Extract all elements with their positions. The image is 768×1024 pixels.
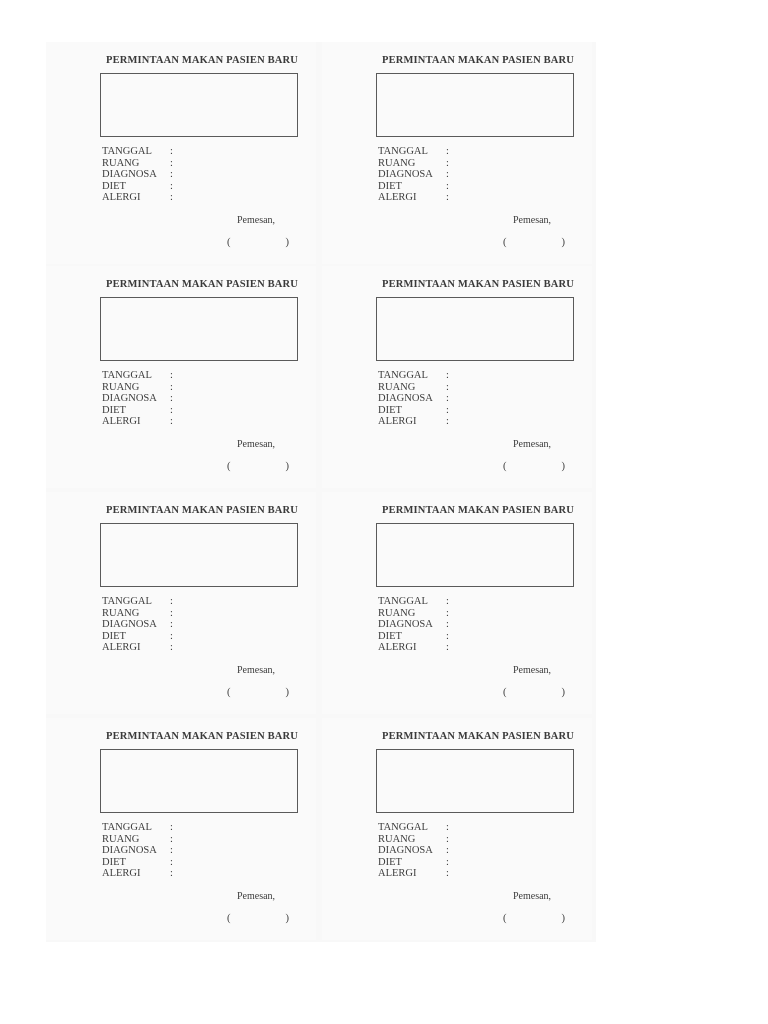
field-separator: : [170,845,173,856]
signature-label: Pemesan, [513,215,552,226]
form-field-row [378,405,456,417]
field-separator: : [446,169,449,180]
signature-label: Pemesan, [237,665,276,676]
meal-request-form-card [46,42,316,264]
field-separator: : [446,856,449,868]
paren-close: ) [561,461,565,472]
patient-info-box[interactable] [376,749,574,813]
paren-close: ) [285,461,289,472]
field-label: DIAGNOSA [102,845,157,856]
form-fields [102,596,180,654]
patient-info-box[interactable] [376,523,574,587]
form-field-row [378,631,456,643]
patient-info-box[interactable] [376,297,574,361]
field-separator: : [170,370,173,381]
form-fields [378,370,456,428]
field-label: DIET [102,180,126,192]
patient-info-box[interactable] [100,297,298,361]
field-separator: : [170,180,173,192]
form-field-row [102,642,180,654]
field-label: DIET [378,630,402,642]
signature-label: Pemesan, [513,439,552,450]
field-label: RUANG [102,833,140,845]
form-field-row [102,169,180,181]
patient-info-box[interactable] [100,73,298,137]
field-label: RUANG [102,607,140,619]
paren-open: ( [227,461,231,472]
meal-request-form-card [322,492,592,714]
field-label: RUANG [378,381,416,393]
field-separator: : [170,630,173,642]
field-label: TANGGAL [102,822,152,833]
meal-request-form-card [46,492,316,714]
field-label: ALERGI [378,416,417,427]
form-title: PERMINTAAN MAKAN PASIEN BARU [382,505,574,516]
paren-open: ( [503,913,507,924]
form-field-row [378,158,456,170]
field-separator: : [446,596,449,607]
field-label: DIAGNOSA [102,393,157,404]
field-separator: : [446,404,449,416]
form-title: PERMINTAAN MAKAN PASIEN BARU [382,55,574,66]
field-separator: : [446,180,449,192]
form-fields [378,596,456,654]
field-separator: : [170,416,173,427]
field-separator: : [170,192,173,203]
form-field-row [102,619,180,631]
paren-close: ) [561,237,565,248]
field-label: TANGGAL [378,146,428,157]
field-label: DIAGNOSA [378,619,433,630]
form-field-row [102,608,180,620]
field-label: ALERGI [378,868,417,879]
field-separator: : [170,856,173,868]
field-separator: : [446,619,449,630]
signature-label: Pemesan, [237,891,276,902]
field-label: DIET [378,856,402,868]
form-field-row [102,192,180,204]
field-label: ALERGI [378,192,417,203]
signature-label: Pemesan, [237,439,276,450]
form-field-row [102,416,180,428]
field-label: DIET [102,404,126,416]
field-label: RUANG [378,607,416,619]
field-separator: : [446,607,449,619]
field-label: TANGGAL [102,596,152,607]
field-label: TANGGAL [102,370,152,381]
meal-request-form-card [322,42,592,264]
form-field-row [102,158,180,170]
form-title: PERMINTAAN MAKAN PASIEN BARU [106,731,298,742]
field-separator: : [170,833,173,845]
field-separator: : [170,146,173,157]
paren-close: ) [561,687,565,698]
field-separator: : [170,868,173,879]
field-separator: : [446,822,449,833]
form-field-row [102,868,180,880]
form-field-row [102,405,180,417]
field-separator: : [170,169,173,180]
field-separator: : [446,381,449,393]
field-separator: : [446,642,449,653]
form-field-row [378,596,456,608]
paren-open: ( [227,687,231,698]
field-label: DIAGNOSA [378,169,433,180]
form-title: PERMINTAAN MAKAN PASIEN BARU [106,55,298,66]
field-separator: : [446,845,449,856]
paren-open: ( [503,237,507,248]
form-field-row [378,181,456,193]
signature-parentheses [227,237,289,248]
paren-open: ( [227,237,231,248]
form-fields [102,822,180,880]
signature-parentheses [227,687,289,698]
field-label: ALERGI [378,642,417,653]
paren-close: ) [285,237,289,248]
form-field-row [102,834,180,846]
paren-close: ) [285,913,289,924]
form-field-row [378,416,456,428]
signature-parentheses [503,237,565,248]
field-separator: : [170,393,173,404]
paren-open: ( [503,687,507,698]
field-separator: : [170,619,173,630]
field-separator: : [170,596,173,607]
field-label: ALERGI [102,192,141,203]
form-field-row [378,868,456,880]
field-label: RUANG [378,157,416,169]
field-separator: : [446,146,449,157]
signature-parentheses [503,461,565,472]
patient-info-box[interactable] [100,523,298,587]
field-separator: : [170,607,173,619]
field-separator: : [446,192,449,203]
form-field-row [378,619,456,631]
signature-label: Pemesan, [513,665,552,676]
patient-info-box[interactable] [100,749,298,813]
field-label: DIAGNOSA [102,619,157,630]
form-field-row [102,146,180,158]
form-field-row [378,370,456,382]
field-separator: : [170,642,173,653]
form-field-row [102,181,180,193]
form-field-row [378,642,456,654]
meal-request-form-card [46,718,316,940]
field-label: DIAGNOSA [378,393,433,404]
form-sheet [46,42,596,942]
field-separator: : [446,833,449,845]
form-field-row [378,822,456,834]
meal-request-form-card [322,266,592,488]
field-label: TANGGAL [378,596,428,607]
form-field-row [102,822,180,834]
form-field-row [102,596,180,608]
field-separator: : [446,393,449,404]
signature-parentheses [503,687,565,698]
form-field-row [378,845,456,857]
form-title: PERMINTAAN MAKAN PASIEN BARU [106,505,298,516]
form-field-row [102,393,180,405]
signature-parentheses [227,913,289,924]
form-title: PERMINTAAN MAKAN PASIEN BARU [382,279,574,290]
form-field-row [378,393,456,405]
field-separator: : [170,404,173,416]
field-label: DIET [378,180,402,192]
paren-open: ( [503,461,507,472]
form-field-row [378,169,456,181]
form-fields [378,822,456,880]
field-separator: : [446,630,449,642]
field-label: RUANG [102,157,140,169]
field-separator: : [446,157,449,169]
form-field-row [378,382,456,394]
form-field-row [378,608,456,620]
paren-open: ( [227,913,231,924]
form-title: PERMINTAAN MAKAN PASIEN BARU [382,731,574,742]
field-label: DIAGNOSA [102,169,157,180]
patient-info-box[interactable] [376,73,574,137]
field-label: TANGGAL [378,822,428,833]
field-label: RUANG [378,833,416,845]
signature-parentheses [227,461,289,472]
field-label: DIET [378,404,402,416]
field-separator: : [446,370,449,381]
form-fields [102,146,180,204]
field-label: ALERGI [102,868,141,879]
field-label: TANGGAL [102,146,152,157]
meal-request-form-card [46,266,316,488]
form-field-row [378,857,456,869]
field-separator: : [446,416,449,427]
form-fields [102,370,180,428]
signature-label: Pemesan, [513,891,552,902]
form-field-row [102,382,180,394]
form-field-row [102,845,180,857]
form-field-row [102,370,180,382]
signature-label: Pemesan, [237,215,276,226]
field-separator: : [170,822,173,833]
paren-close: ) [561,913,565,924]
form-field-row [378,834,456,846]
form-field-row [102,631,180,643]
form-fields [378,146,456,204]
field-separator: : [170,381,173,393]
form-title: PERMINTAAN MAKAN PASIEN BARU [106,279,298,290]
field-label: DIET [102,630,126,642]
field-label: TANGGAL [378,370,428,381]
field-label: DIET [102,856,126,868]
signature-parentheses [503,913,565,924]
field-label: DIAGNOSA [378,845,433,856]
field-label: RUANG [102,381,140,393]
form-field-row [102,857,180,869]
field-separator: : [446,868,449,879]
form-field-row [378,192,456,204]
field-label: ALERGI [102,642,141,653]
form-field-row [378,146,456,158]
meal-request-form-card [322,718,592,940]
paren-close: ) [285,687,289,698]
field-label: ALERGI [102,416,141,427]
field-separator: : [170,157,173,169]
